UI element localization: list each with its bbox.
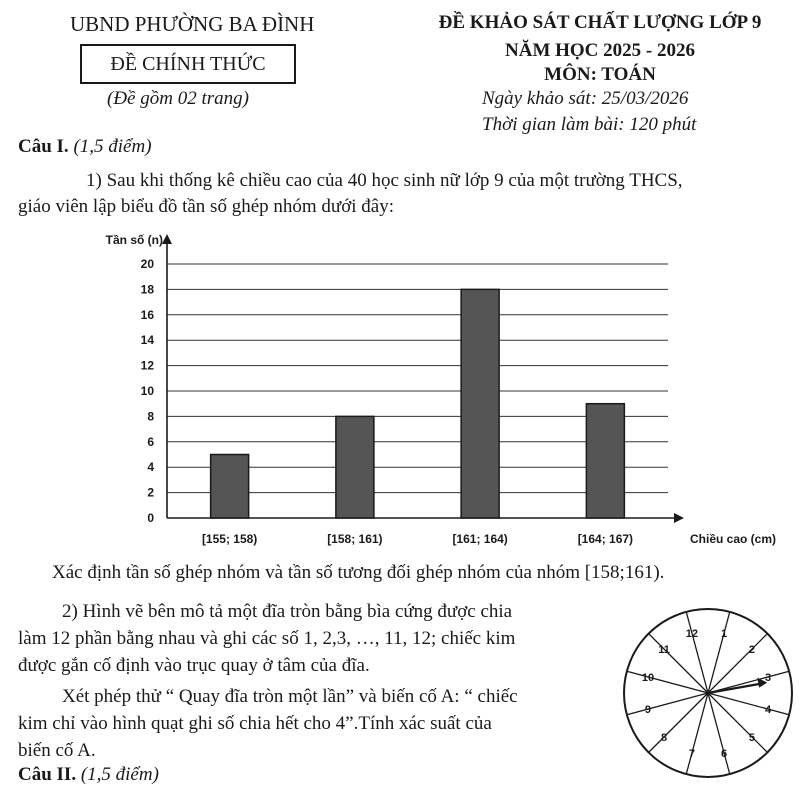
sector-divider bbox=[686, 693, 708, 774]
subject: MÔN: TOÁN bbox=[544, 64, 656, 85]
bar bbox=[461, 289, 499, 518]
part1-task: Xác định tần số ghép nhóm và tần số tương đối ghép nhóm của nhóm [158;161). bbox=[52, 562, 665, 583]
bar bbox=[211, 455, 249, 519]
sector-number: 1 bbox=[721, 627, 728, 640]
exam-date: Ngày khảo sát: 25/03/2026 bbox=[482, 88, 689, 109]
bar bbox=[336, 416, 374, 518]
official-exam-box bbox=[80, 44, 296, 84]
part1-line2: giáo viên lập biểu đồ tần số ghép nhóm dưới đây: bbox=[18, 196, 395, 217]
sector-number: 4 bbox=[764, 704, 772, 717]
y-tick-label: 8 bbox=[147, 409, 154, 424]
sector-number: 2 bbox=[748, 644, 756, 657]
y-tick-label: 16 bbox=[140, 307, 154, 322]
question1-points: (1,5 điểm) bbox=[73, 136, 152, 157]
part2-line6: biến cố A. bbox=[18, 740, 96, 761]
sector-divider bbox=[686, 612, 708, 693]
sector-number: 10 bbox=[641, 671, 655, 684]
spinner-wheel-figure bbox=[616, 615, 794, 785]
exam-duration: Thời gian làm bài: 120 phút bbox=[482, 114, 697, 135]
y-tick-label: 20 bbox=[140, 257, 154, 271]
sector-number: 6 bbox=[721, 748, 728, 761]
y-tick-label: 6 bbox=[147, 434, 154, 449]
y-tick-label: 10 bbox=[140, 384, 154, 398]
y-tick-label: 4 bbox=[147, 460, 154, 475]
official-label: ĐỀ CHÍNH THỨC bbox=[110, 52, 266, 75]
x-tick-label: [155; 158) bbox=[201, 532, 258, 546]
sector-divider bbox=[649, 634, 708, 693]
exam-title: ĐỀ KHẢO SÁT CHẤT LƯỢNG LỚP 9 bbox=[438, 12, 762, 33]
question2-points: (1,5 điểm) bbox=[80, 764, 159, 785]
x-tick-label: [161; 164) bbox=[452, 532, 508, 546]
sector-number: 11 bbox=[658, 644, 670, 657]
sector-divider bbox=[708, 693, 730, 774]
question2-heading bbox=[18, 764, 159, 786]
sector-divider bbox=[708, 612, 730, 693]
part2-line4: Xét phép thử “ Quay đĩa tròn một lần” và biến cố A: “ chiếc bbox=[62, 686, 518, 707]
question2-label: Câu II. bbox=[18, 764, 77, 785]
sector-divider bbox=[708, 693, 767, 752]
x-tick-label: [164; 167) bbox=[577, 532, 634, 546]
bar bbox=[586, 404, 624, 518]
sector-number: 5 bbox=[748, 731, 756, 744]
y-axis-label: Tần số (n) bbox=[105, 233, 163, 247]
sector-divider bbox=[649, 693, 708, 752]
pages-note: (Đề gồm 02 trang) bbox=[107, 88, 249, 109]
school-year: NĂM HỌC 2025 - 2026 bbox=[505, 40, 695, 61]
question1-label: Câu I. bbox=[18, 136, 69, 157]
sector-divider bbox=[708, 693, 789, 715]
x-tick-label: [158; 161) bbox=[327, 532, 383, 546]
wheel-center-pivot bbox=[706, 691, 711, 696]
y-tick-label: 12 bbox=[140, 358, 154, 373]
sector-number: 8 bbox=[660, 731, 668, 744]
y-axis-arrow bbox=[162, 234, 172, 244]
frequency-bar-chart bbox=[70, 228, 777, 558]
sector-divider bbox=[627, 671, 708, 693]
authority-name: UBND PHƯỜNG BA ĐÌNH bbox=[70, 12, 315, 36]
sector-number: 3 bbox=[764, 671, 772, 684]
part1-line1: 1) Sau khi thống kê chiều cao của 40 học sinh nữ lớp 9 của một trường THCS, bbox=[86, 170, 683, 191]
sector-divider bbox=[627, 693, 708, 715]
sector-number: 12 bbox=[685, 627, 699, 640]
part2-line3: được gắn cố định vào trục quay ở tâm của đĩa. bbox=[18, 655, 370, 676]
y-tick-label: 2 bbox=[147, 485, 154, 500]
part2-line5: kim chỉ vào hình quạt ghi số chia hết cho 4”.Tính xác suất của bbox=[18, 713, 492, 734]
sector-number: 7 bbox=[688, 748, 695, 761]
x-axis-label: Chiều cao (cm) bbox=[690, 532, 777, 546]
y-tick-label: 0 bbox=[147, 511, 154, 525]
sector-number: 9 bbox=[644, 704, 652, 717]
y-tick-label: 14 bbox=[140, 333, 154, 348]
question1-heading bbox=[18, 136, 152, 158]
part2-line2: làm 12 phần bằng nhau và ghi các số 1, 2,3, …, 11, 12; chiếc kim bbox=[18, 628, 516, 649]
part2-line1: 2) Hình vẽ bên mô tả một đĩa tròn bằng bìa cứng được chia bbox=[62, 601, 513, 622]
x-axis-arrow bbox=[674, 513, 684, 523]
y-tick-label: 18 bbox=[140, 282, 154, 297]
